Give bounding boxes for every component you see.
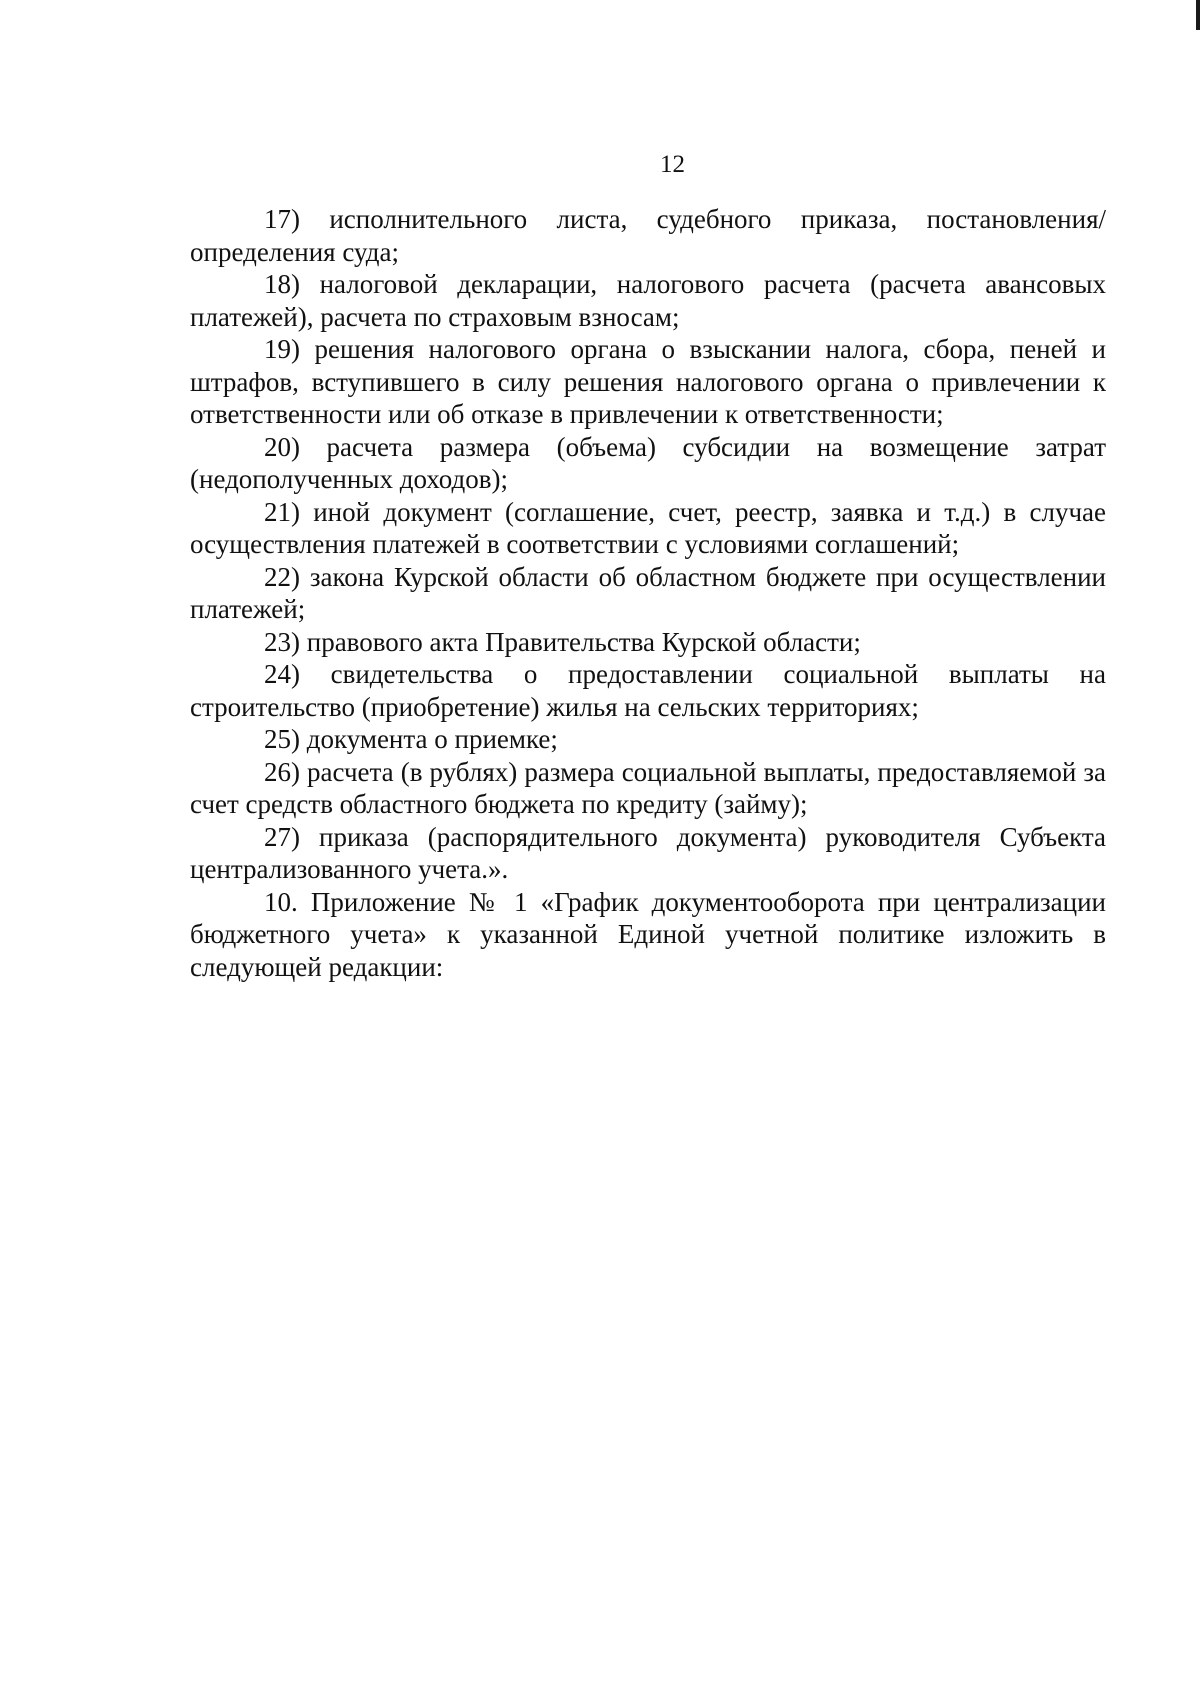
paragraph-25: 25) документа о приемке; [264, 724, 558, 754]
paragraph-18: 18) налоговой декларации, налогового расчета (расчета авансовых платежей), расчета по страховым взносам; [190, 269, 1106, 332]
document-body [190, 203, 1106, 983]
paragraph-21: 21) иной документ (соглашение, счет, реестр, заявка и т.д.) в случае осуществления платежей в соответствии с условиями соглашений; [190, 496, 1106, 559]
paragraph-24: 24) свидетельства о предоставлении социальной выплаты на строительство (приобретение) жилья на сельских территориях; [190, 659, 1106, 722]
paragraph-26: 26) расчета (в рублях) размера социальной выплаты, предоставляемой за счет средств областного бюджета по кредиту (займу); [190, 756, 1106, 819]
scan-edge-mark [1196, 0, 1200, 30]
paragraph-22: 22) закона Курской области об областном бюджете при осуществлении платежей; [190, 561, 1106, 624]
paragraph-23: 23) правового акта Правительства Курской области; [264, 626, 861, 657]
paragraph-27: 27) приказа (распорядительного документа) руководителя Субъекта централизованного учета.». [190, 821, 1106, 884]
page-number: 12 [660, 151, 685, 178]
paragraph-20: 20) расчета размера (объема) субсидии на возмещение затрат (недополученных доходов); [190, 431, 1106, 494]
paragraph-10-appendix: 10. Приложение № 1 «График документооборота при централизации бюджетного учета» к указанной Единой учетной политике изложить в следующей редакции: [190, 886, 1106, 982]
paragraph-17: 17) исполнительного листа, судебного приказа, постановления/определения суда; [190, 204, 1106, 267]
paragraph-19: 19) решения налогового органа о взыскании налога, сбора, пеней и штрафов, вступившего в силу решения налогового органа о привлечении к ответственности или об отказе в привлечении к ответственности; [190, 334, 1106, 429]
